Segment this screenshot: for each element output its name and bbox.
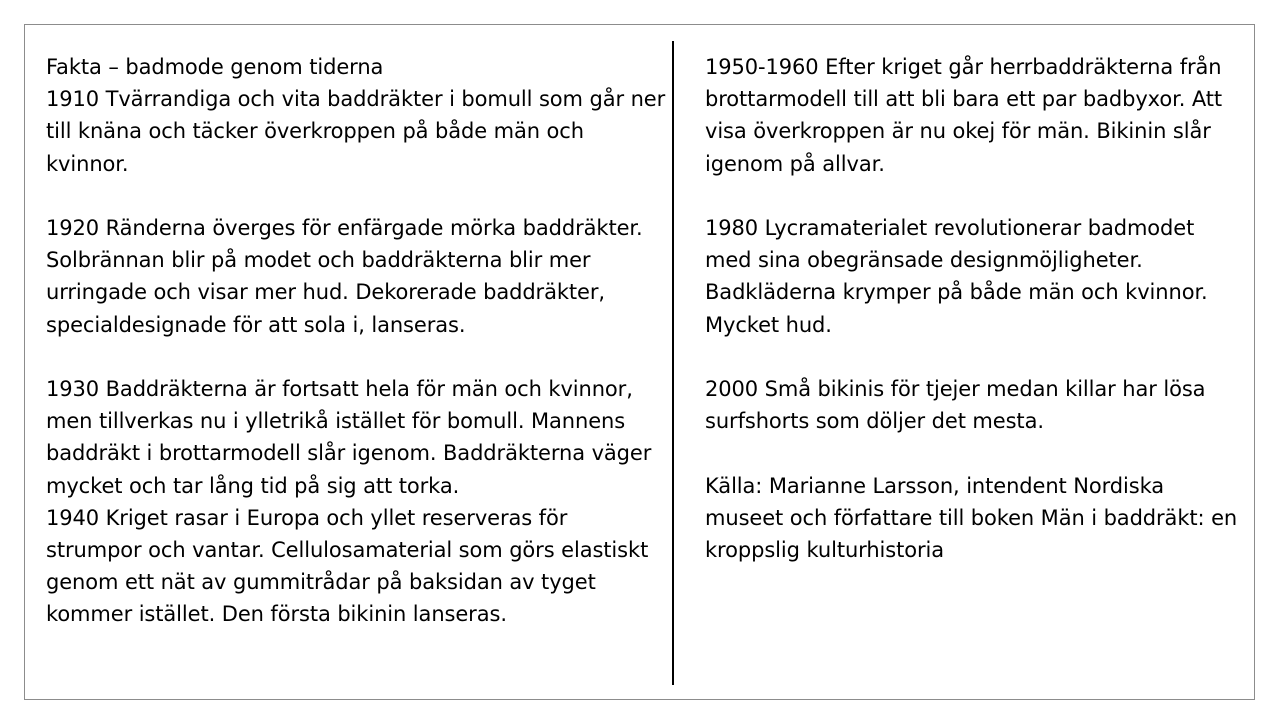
left-column bbox=[46, 51, 666, 631]
paragraph-1930: 1930 Baddräkterna är fortsatt hela för män och kvinnor, men tillverkas nu i ylletrikå istället för bomull. Mannens baddräkt i brottarmodell slår igenom. Baddräkterna väger mycket och tar lång tid på sig att torka. bbox=[46, 377, 652, 498]
paragraph-1910: 1910 Tvärrandiga och vita baddräkter i bomull som går ner till knäna och täcker överkroppen på både män och kvinnor. bbox=[46, 87, 666, 176]
spacer bbox=[705, 180, 1240, 212]
column-divider bbox=[672, 41, 674, 685]
spacer bbox=[46, 341, 666, 373]
paragraph-1940: 1940 Kriget rasar i Europa och yllet reserveras för strumpor och vantar. Cellulosamaterial som görs elastiskt genom ett nät av gummitrådar på baksidan av tyget kommer istället. Den första bikinin lanseras. bbox=[46, 505, 649, 627]
paragraph-2000: 2000 Små bikinis för tjejer medan killar har lösa surfshorts som döljer det mesta. bbox=[705, 377, 1206, 434]
heading: Fakta – badmode genom tiderna bbox=[46, 55, 384, 79]
slide-frame bbox=[24, 24, 1255, 700]
spacer bbox=[705, 437, 1240, 469]
right-column bbox=[705, 51, 1240, 566]
paragraph-1950-1960: 1950-1960 Efter kriget går herrbaddräkterna från brottarmodell till att bli bara ett par badbyxor. Att visa överkroppen är nu okej för män. Bikinin slår igenom på allvar. bbox=[705, 55, 1223, 176]
spacer bbox=[46, 180, 666, 212]
paragraph-1980: 1980 Lycramaterialet revolutionerar badmodet med sina obegränsade designmöjligheter. Badkläderna krymper på både män och kvinnor. Mycket hud. bbox=[705, 216, 1208, 337]
source-citation: Källa: Marianne Larsson, intendent Nordiska museet och författare till boken Män i baddräkt: en kroppslig kulturhistoria bbox=[705, 473, 1238, 562]
paragraph-1920: 1920 Ränderna överges för enfärgade mörka baddräkter. Solbrännan blir på modet och baddräkterna blir mer urringade och visar mer hud. Dekorerade baddräkter, specialdesignade för att sola i, lanseras. bbox=[46, 216, 643, 337]
spacer bbox=[705, 341, 1240, 373]
